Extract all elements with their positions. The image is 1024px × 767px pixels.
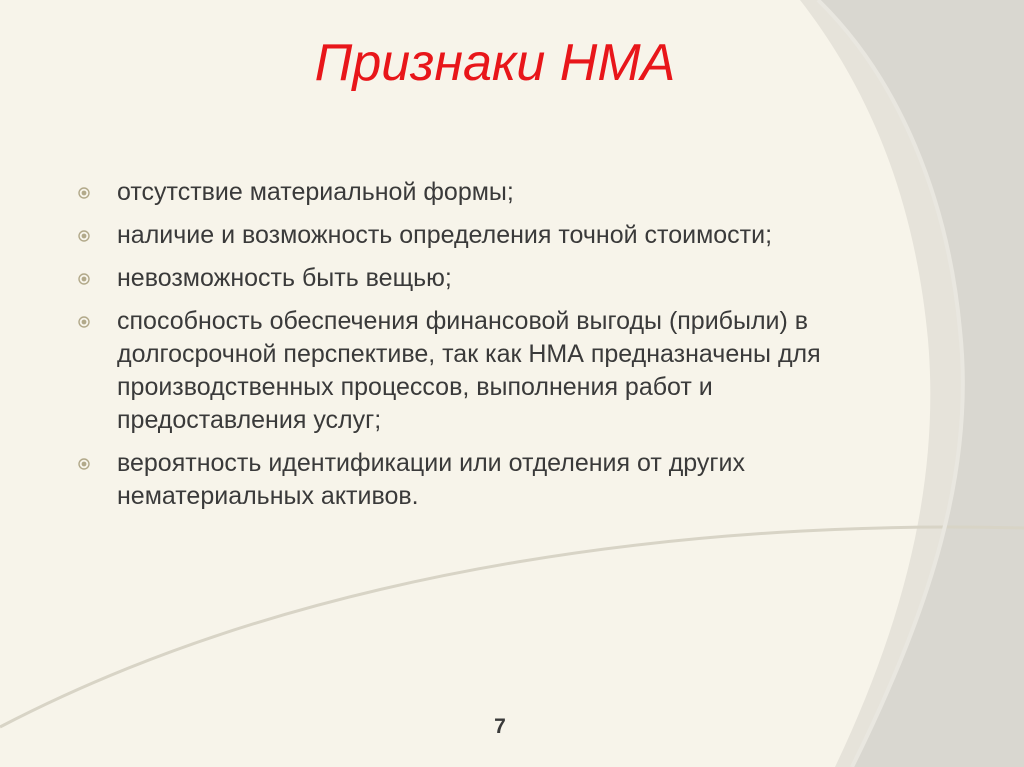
- slide-title: Признаки НМА: [314, 34, 676, 92]
- circle-dot-icon: [78, 316, 90, 328]
- circle-dot-icon: [78, 187, 90, 199]
- bullet-item: [76, 305, 886, 437]
- circle-dot-icon: [78, 273, 90, 285]
- bullet-text: способность обеспечения финансовой выгоды (прибыли) в долгосрочной перспективе, так как НМА предназначены для производственных процессов, выполнения работ и предоставления услуг;: [117, 307, 821, 434]
- bullet-item: [76, 262, 886, 295]
- bullet-text: отсутствие материальной формы;: [117, 178, 514, 206]
- bullet-text: вероятность идентификации или отделения от других нематериальных активов.: [117, 449, 746, 510]
- bullet-item: [76, 447, 886, 513]
- bullet-text: невозможность быть вещью;: [117, 264, 452, 292]
- circle-dot-icon: [78, 230, 90, 242]
- circle-dot-icon: [78, 458, 90, 470]
- bullet-list: [76, 176, 886, 523]
- bullet-item: [76, 219, 886, 252]
- page-number: 7: [494, 715, 506, 738]
- bullet-item: [76, 176, 886, 209]
- bullet-text: наличие и возможность определения точной стоимости;: [117, 221, 773, 249]
